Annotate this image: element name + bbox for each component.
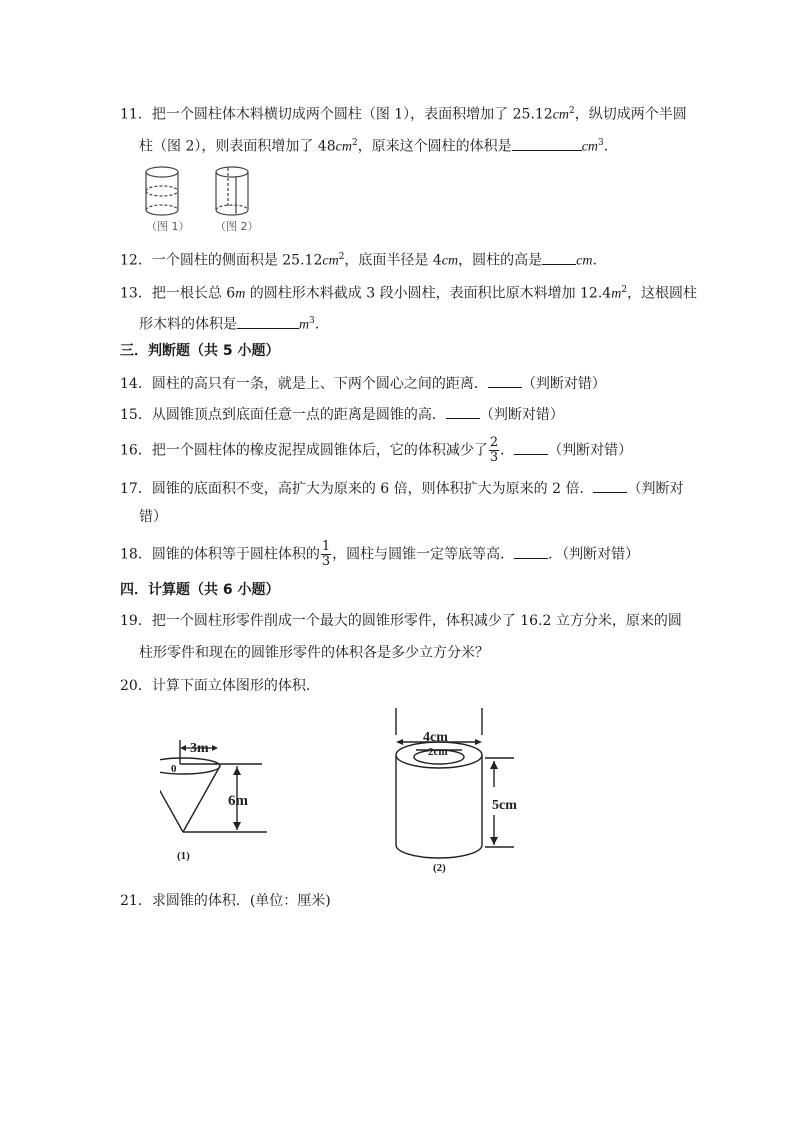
- answer-blank[interactable]: [237, 313, 299, 329]
- q21: 21．求圆锥的体积．(单位：厘米): [120, 893, 331, 909]
- q17-line1: 17．圆锥的底面积不变，高扩大为原来的 6 倍，则体积扩大为原来的 2 倍． （判断对: [120, 477, 683, 499]
- q15: 15．从圆锥顶点到底面任意一点的距离是圆锥的高． （判断对错）: [120, 403, 564, 425]
- q17-line2: 错）: [139, 509, 167, 525]
- fraction-two-thirds: $\frac{2}{3}$: [489, 435, 499, 465]
- center-label: 0: [171, 763, 177, 775]
- section-heading-calculation: 四．计算题（共 6 小题）: [120, 582, 280, 598]
- figure-caption-1: （图 1）: [146, 220, 190, 233]
- section-heading-judgement: 三．判断题（共 5 小题）: [120, 343, 280, 359]
- q11-cylinder-figures: [140, 160, 260, 236]
- height-label: 6m: [228, 793, 248, 809]
- answer-blank[interactable]: [542, 249, 576, 265]
- hollow-cylinder-figure: [390, 705, 530, 880]
- radius-label: 3m: [190, 741, 209, 756]
- outer-diameter-label: 4cm: [423, 730, 448, 745]
- q11-line2: 柱（图 2），则表面积增加了 $48cm^2$，原来这个圆柱的体积是 $cm^3$.: [139, 133, 608, 158]
- answer-blank[interactable]: [514, 543, 548, 559]
- answer-blank[interactable]: [514, 439, 548, 455]
- figure-caption-2: （图 2）: [215, 220, 259, 233]
- figure-caption-1: (1): [177, 850, 190, 862]
- cylinder-figure-1: [146, 167, 178, 215]
- q12: 12．一个圆柱的侧面积是 $25.12cm^2$，底面半径是 4cm，圆柱的高是 cm.: [120, 247, 597, 272]
- answer-blank[interactable]: [512, 135, 582, 151]
- q16: 16．把一个圆柱体的橡皮泥捏成圆锥体后，它的体积减少了 $\frac{2}{3}$ ． （判断对错）: [120, 435, 633, 465]
- figure-caption-2: (2): [433, 862, 446, 874]
- q13-line2: 形木料的体积是 $m^3$.: [139, 311, 319, 336]
- q19-line2: 柱形零件和现在的圆锥形零件的体积各是多少立方分米？: [139, 645, 489, 661]
- q13-line1: 13．把一根长总 6m 的圆柱形木料截成 3 段小圆柱，表面积比原木料增加 $12.4m^2$，这根圆柱: [120, 285, 698, 302]
- q14: 14．圆柱的高只有一条，就是上、下两个圆心之间的距离． （判断对错）: [120, 372, 606, 394]
- answer-blank[interactable]: [446, 403, 480, 419]
- q20: 20．计算下面立体图形的体积．: [120, 678, 320, 694]
- answer-blank[interactable]: [488, 372, 522, 388]
- fraction-one-third: $\frac{1}{3}$: [321, 539, 331, 569]
- inner-diameter-label: 2cm: [428, 746, 448, 758]
- q19-line1: 19．把一个圆柱形零件削成一个最大的圆锥形零件，体积减少了 16.2 立方分米，原来的圆: [120, 613, 682, 629]
- height-label: 5cm: [492, 798, 517, 813]
- answer-blank[interactable]: [593, 477, 627, 493]
- q11-line1: 11．把一个圆柱体木料横切成两个圆柱（图 1），表面积增加了 $25.12cm^2$，纵切成两个半圆: [120, 106, 687, 123]
- q18: 18．圆锥的体积等于圆柱体积的 $\frac{1}{3}$ ，圆柱与圆锥一定等底等高． ．（判断对错）: [120, 539, 640, 569]
- cylinder-figure-2: [216, 167, 248, 215]
- cone-figure: [160, 730, 280, 870]
